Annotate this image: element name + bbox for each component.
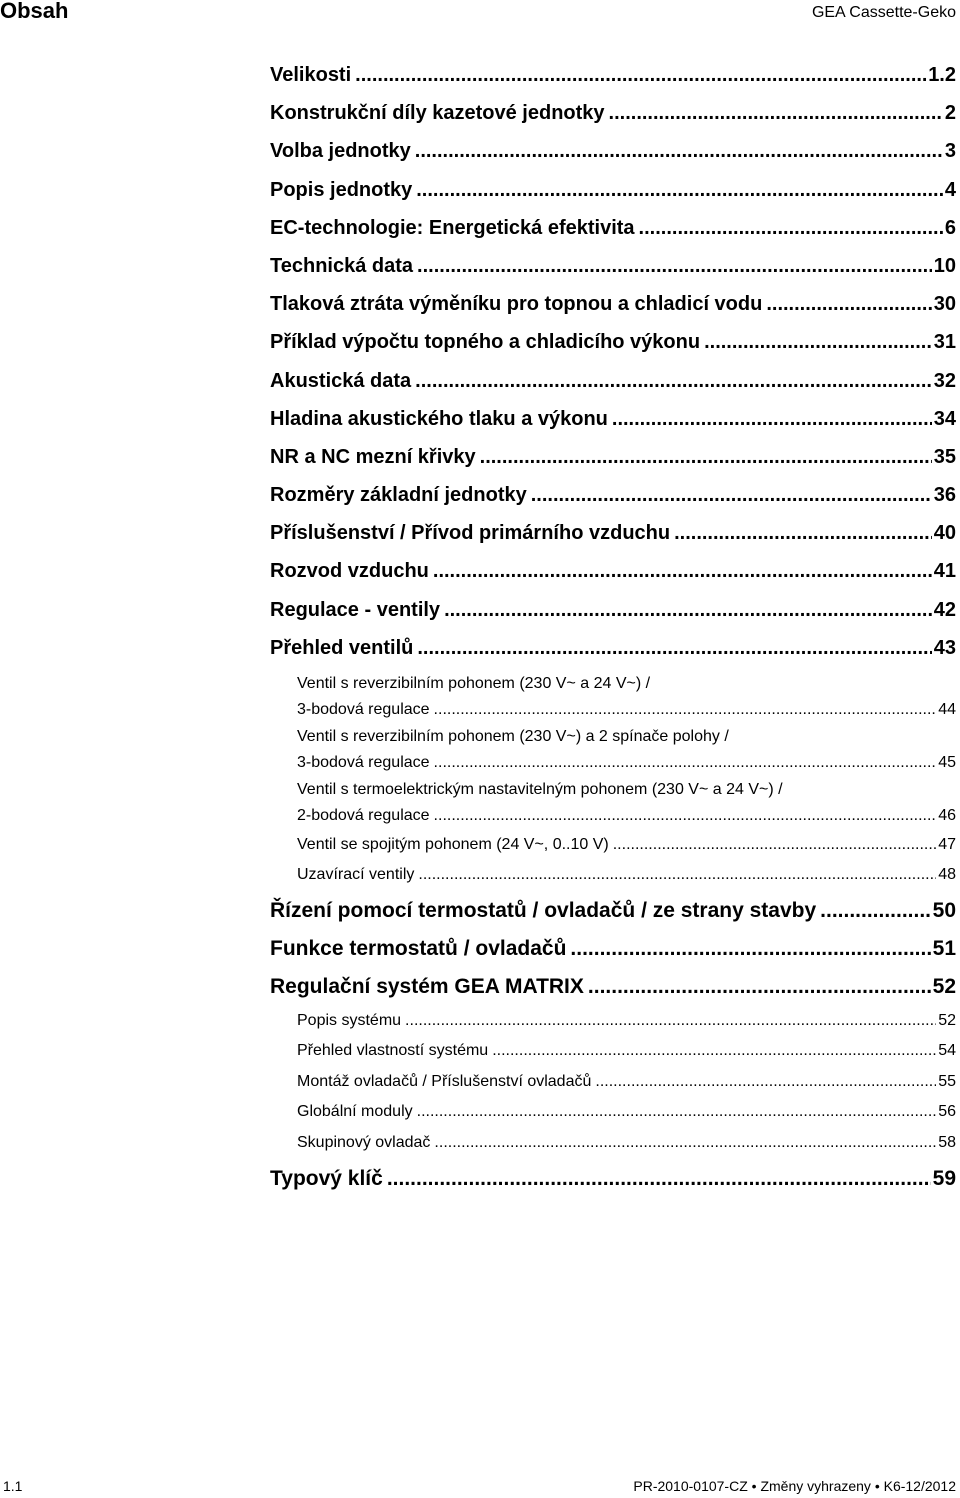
toc-entry-label: Konstrukční díly kazetové jednotky <box>270 102 605 125</box>
dot-leader <box>612 400 932 438</box>
dot-leader <box>434 750 937 776</box>
toc-entry-page: 45 <box>938 754 956 771</box>
dot-leader <box>418 860 936 890</box>
dot-leader <box>492 1036 936 1066</box>
toc-subentry[interactable] <box>297 671 956 724</box>
toc-entry-label: NR a NC mezní křivky <box>270 445 476 468</box>
toc-entry-label: Volba jednotky <box>270 140 411 163</box>
toc-entry-label: Ventil se spojitým pohonem (24 V~, 0..10 V) <box>297 836 609 853</box>
toc-entry-page: 48 <box>938 866 956 883</box>
toc-entry-page: 31 <box>933 331 956 354</box>
dot-leader <box>417 1097 937 1127</box>
dot-leader <box>415 362 932 400</box>
page-title: Obsah <box>0 0 69 23</box>
toc-subentry[interactable] <box>297 1006 956 1036</box>
toc-entry-label: 3-bodová regulace <box>297 754 430 771</box>
toc-subentry[interactable] <box>297 1128 956 1158</box>
dot-leader <box>820 892 930 930</box>
toc-entry-page: 32 <box>933 369 956 392</box>
toc-subentry[interactable] <box>297 830 956 860</box>
toc-subentry-first-line: Ventil s reverzibilním pohonem (230 V~ a 24 V~) / <box>297 675 651 692</box>
toc-entry[interactable] <box>270 171 956 209</box>
toc-entry-label: 3-bodová regulace <box>297 701 430 718</box>
toc-subentry-line[interactable] <box>297 830 956 860</box>
toc-subentry-line[interactable] <box>297 1006 956 1036</box>
toc-entry-label: Funkce termostatů / ovladačů <box>270 937 567 960</box>
toc-subentry-line[interactable] <box>297 1067 956 1097</box>
toc-entry[interactable] <box>270 591 956 629</box>
toc-subentry-line[interactable] <box>297 750 956 776</box>
toc-entry[interactable] <box>270 247 956 285</box>
document-footer: PR-2010-0107-CZ • Změny vyhrazeny • K6-12/2012 <box>633 1478 956 1494</box>
toc-subentry[interactable] <box>297 1036 956 1066</box>
toc-entry-page: 51 <box>932 937 956 960</box>
toc-subentry[interactable] <box>297 777 956 830</box>
toc-entry-page: 44 <box>938 701 956 718</box>
toc-subentry[interactable] <box>297 724 956 777</box>
toc-entry[interactable] <box>270 1160 956 1198</box>
toc-entry[interactable] <box>270 323 956 361</box>
toc-entry-page: 43 <box>933 636 956 659</box>
toc-subentry-line[interactable] <box>297 1097 956 1127</box>
toc-entry-page: 50 <box>932 899 956 922</box>
toc-subentry[interactable] <box>297 1097 956 1127</box>
toc-entry[interactable] <box>270 552 956 590</box>
dot-leader <box>444 591 932 629</box>
toc-entry-label: Příklad výpočtu topného a chladicího výkonu <box>270 331 701 354</box>
toc-entry-label: Montáž ovladačů / Příslušenství ovladačů <box>297 1072 592 1090</box>
toc-entry[interactable] <box>270 930 956 968</box>
toc-entry[interactable] <box>270 892 956 930</box>
dot-leader <box>674 514 932 552</box>
toc-entry[interactable] <box>270 362 956 400</box>
toc-subentry-line[interactable] <box>297 1036 956 1066</box>
toc-subentry-line[interactable] <box>297 803 956 829</box>
toc-subentry-first-line: Ventil s termoelektrickým nastavitelným pohonem (230 V~ a 24 V~) / <box>297 781 783 798</box>
toc-entry-label: Regulační systém GEA MATRIX <box>270 975 584 998</box>
dot-leader <box>588 968 931 1006</box>
toc-entry-page: 42 <box>933 598 956 621</box>
table-of-contents <box>270 56 956 1198</box>
toc-entry-page: 3 <box>944 140 956 163</box>
toc-subentry-line[interactable] <box>297 1128 956 1158</box>
dot-leader <box>531 476 932 514</box>
toc-entry-label: Globální moduly <box>297 1103 413 1121</box>
toc-subentry-line[interactable] <box>297 697 956 723</box>
dot-leader <box>480 438 932 476</box>
toc-subentry[interactable] <box>297 1067 956 1097</box>
dot-leader <box>570 930 930 968</box>
toc-entry-page: 35 <box>933 445 956 468</box>
dot-leader <box>595 1067 936 1097</box>
toc-entry-label: Rozvod vzduchu <box>270 560 429 583</box>
toc-entry-label: Tlaková ztráta výměníku pro topnou a chladicí vodu <box>270 293 763 316</box>
toc-entry-page: 1.2 <box>928 64 956 86</box>
document-name: GEA Cassette-Geko <box>811 4 956 21</box>
toc-entry[interactable] <box>270 94 956 132</box>
dot-leader <box>417 247 932 285</box>
toc-entry-label: Uzavírací ventily <box>297 866 415 883</box>
toc-entry-label: Řízení pomocí termostatů / ovladačů / ze strany stavby <box>270 899 817 922</box>
toc-entry-label: Hladina akustického tlaku a výkonu <box>270 407 608 430</box>
toc-entry-page: 47 <box>938 836 956 853</box>
toc-entry-label: Popis jednotky <box>270 178 413 201</box>
toc-entry-label: Regulace - ventily <box>270 598 441 621</box>
page-number: 1.1 <box>3 1478 23 1494</box>
dot-leader <box>433 552 932 590</box>
toc-entry[interactable] <box>270 56 956 94</box>
toc-entry[interactable] <box>270 629 956 667</box>
toc-entry-page: 56 <box>938 1103 956 1121</box>
toc-entry-label: EC-technologie: Energetická efektivita <box>270 216 635 239</box>
toc-entry-page: 30 <box>933 293 956 316</box>
toc-subentry[interactable] <box>297 860 956 890</box>
toc-entry-page: 46 <box>938 807 956 824</box>
toc-entry-label: Skupinový ovladač <box>297 1133 431 1151</box>
toc-entry-label: Typový klíč <box>270 1166 383 1190</box>
dot-leader <box>609 94 943 132</box>
toc-entry[interactable] <box>270 514 956 552</box>
dot-leader <box>434 803 937 829</box>
toc-entry-page: 54 <box>938 1042 956 1060</box>
toc-entry-label: Příslušenství / Přívod primárního vzduchu <box>270 522 671 545</box>
toc-entry[interactable] <box>270 438 956 476</box>
toc-entry-page: 34 <box>933 407 956 430</box>
dot-leader <box>434 697 937 723</box>
dot-leader <box>434 1128 936 1158</box>
toc-entry-page: 10 <box>933 254 956 277</box>
toc-entry-page: 55 <box>938 1072 956 1090</box>
toc-entry[interactable] <box>270 209 956 247</box>
dot-leader <box>639 209 943 247</box>
toc-entry-page: 36 <box>933 484 956 507</box>
toc-entry-page: 4 <box>944 178 956 201</box>
toc-entry[interactable] <box>270 132 956 170</box>
dot-leader <box>704 323 932 361</box>
toc-entry-page: 41 <box>933 560 956 583</box>
dot-leader <box>417 629 931 667</box>
dot-leader <box>405 1006 936 1036</box>
toc-entry-label: Technická data <box>270 254 414 277</box>
toc-entry-page: 2 <box>944 102 956 125</box>
dot-leader <box>415 132 943 170</box>
dot-leader <box>355 56 926 94</box>
toc-entry-page: 59 <box>932 1166 956 1190</box>
toc-entry-page: 58 <box>938 1133 956 1151</box>
toc-entry-label: Rozměry základní jednotky <box>270 484 527 507</box>
toc-subentry-line[interactable] <box>297 860 956 890</box>
toc-entry-page: 52 <box>932 975 956 998</box>
toc-entry-label: Velikosti <box>270 64 352 86</box>
toc-entry-page: 6 <box>944 216 956 239</box>
dot-leader <box>387 1160 931 1198</box>
toc-entry-label: 2-bodová regulace <box>297 807 430 824</box>
toc-entry-page: 40 <box>933 522 956 545</box>
toc-entry-label: Akustická data <box>270 369 412 392</box>
toc-entry-label: Přehled vlastností systému <box>297 1042 489 1060</box>
dot-leader <box>766 285 931 323</box>
toc-entry[interactable] <box>270 968 956 1006</box>
toc-entry[interactable] <box>270 476 956 514</box>
dot-leader <box>416 171 943 209</box>
toc-entry-label: Přehled ventilů <box>270 636 414 659</box>
toc-entry[interactable] <box>270 400 956 438</box>
toc-entry-label: Popis systému <box>297 1012 402 1029</box>
dot-leader <box>613 830 936 860</box>
toc-entry[interactable] <box>270 285 956 323</box>
toc-entry-page: 52 <box>938 1012 956 1029</box>
toc-subentry-first-line: Ventil s reverzibilním pohonem (230 V~) a 2 spínače polohy / <box>297 728 729 745</box>
